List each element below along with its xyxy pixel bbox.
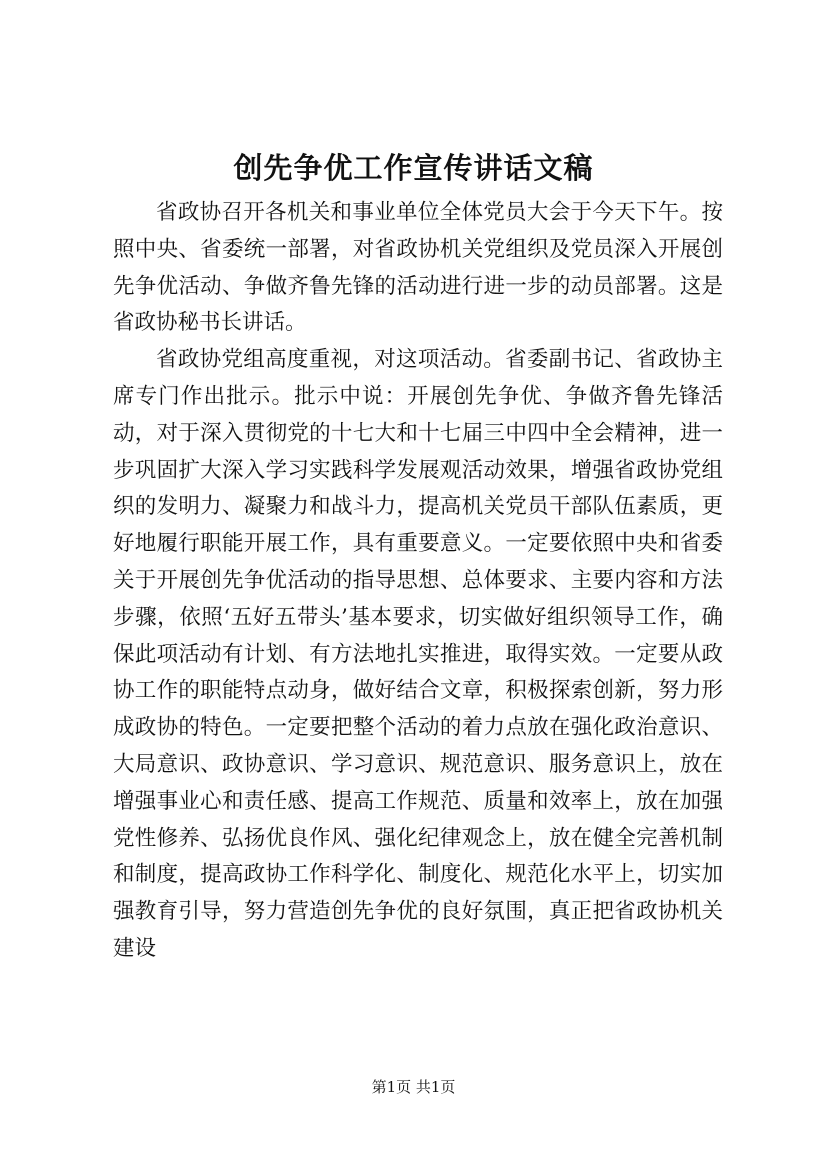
document-body — [113, 195, 723, 968]
document-title: 创先争优工作宣传讲话文稿 — [233, 151, 594, 185]
paragraph: 省政协召开各机关和事业单位全体党员大会于今天下午。按照中央、省委统一部署，对省政协机关党组织及党员深入开展创先争优活动、争做齐鲁先锋的活动进行进一步的动员部署。这是省政协秘书长讲话。 — [113, 200, 723, 336]
page-footer: 第1页 共1页 — [371, 1078, 456, 1096]
paragraph: 省政协党组高度重视，对这项活动。省委副书记、省政协主席专门作出批示。批示中说：开展创先争优、争做齐鲁先锋活动，对于深入贯彻党的十七大和十七届三中四中全会精神，进一步巩固扩大深入学习实践科学发展观活动效果，增强省政协党组织的发明力、凝聚力和战斗力，提高机关党员干部队伍素质，更好地履行职能开展工作，具有重要意义。一定要依照中央和省委关于开展创先争优活动的指导思想、总体要求、主要内容和方法步骤，依照‘五好五带头’基本要求，切实做好组织领导工作，确保此项活动有计划、有方法地扎实推进，取得实效。一定要从政协工作的职能特点动身，做好结合文章，积极探索创新，努力形成政协的特色。一定要把整个活动的着力点放在强化政治意识、大局意识、政协意识、学习意识、规范意识、服务意识上，放在增强事业心和责任感、提高工作规范、质量和效率上，放在加强党性修养、弘扬优良作风、强化纪律观念上，放在健全完善机制和制度，提高政协工作科学化、制度化、规范化水平上，切实加强教育引导，努力营造创先争优的良好氛围，真正把省政协机关建设 — [113, 347, 723, 961]
